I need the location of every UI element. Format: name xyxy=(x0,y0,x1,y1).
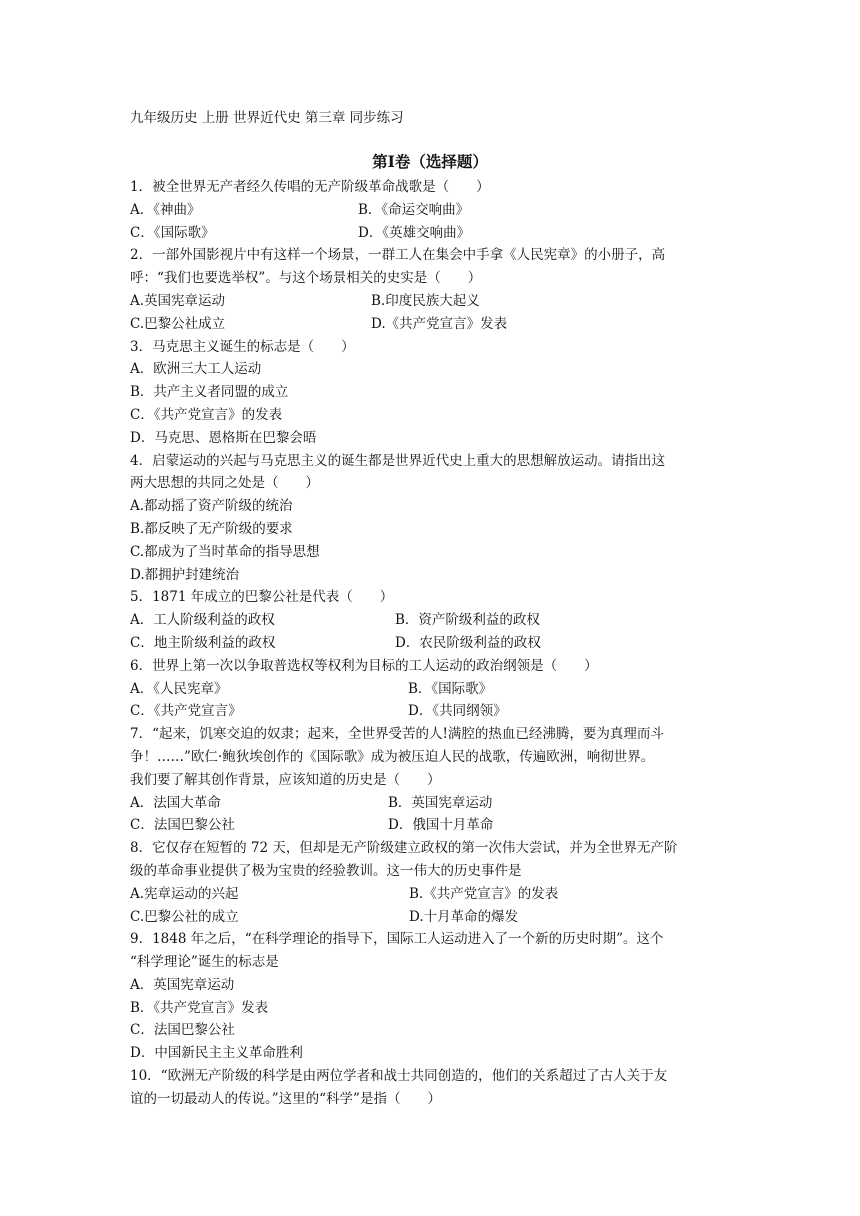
option-item: C.巴黎公社的成立 xyxy=(130,908,239,925)
question-stem: 呼：“我们也要选举权”。与这个场景相关的史实是（ ） xyxy=(130,270,482,287)
option-item: D．中国新民主主义革命胜利 xyxy=(130,1045,303,1062)
option-item: C.巴黎公社成立 xyxy=(130,315,226,332)
option-item: D．《共同纲领》 xyxy=(408,703,507,720)
option-row xyxy=(130,678,730,701)
option-item: C．《共产党宣言》的发表 xyxy=(130,406,283,423)
question-stem: 3．马克思主义诞生的标志是（ ） xyxy=(130,338,355,355)
option-item: A．欧洲三大工人运动 xyxy=(130,361,262,378)
option-item: B．英国宪章运动 xyxy=(388,794,493,811)
question-stem: 10．“欧洲无产阶级的科学是由两位学者和战士共同创造的，他们的关系超过了古人关于友 xyxy=(130,1068,668,1085)
question-stem: 两大思想的共同之处是（ ） xyxy=(130,475,319,492)
question-stem: 1．被全世界无产者经久传唱的无产阶级革命战歌是（ ） xyxy=(130,179,490,195)
option-item: C．地主阶级利益的政权 xyxy=(130,634,276,651)
option-item: A．英国宪章运动 xyxy=(130,976,235,993)
option-item: D．《英雄交响曲》 xyxy=(358,224,471,241)
option-row xyxy=(130,313,730,336)
option-item: A.都动摇了资产阶级的统治 xyxy=(130,498,293,515)
option-item: B．资产阶级利益的政权 xyxy=(395,612,540,629)
option-row xyxy=(130,290,730,313)
option-item: B．《国际歌》 xyxy=(408,680,493,697)
option-item: D.《共产党宣言》发表 xyxy=(371,315,508,332)
option-item: C．《国际歌》 xyxy=(130,224,215,241)
option-row xyxy=(130,906,730,929)
question-stem: 争！……”欧仁·鲍狄埃创作的《国际歌》成为被压迫人民的战歌，传遍欧洲，响彻世界。 xyxy=(130,748,655,765)
question-stem: “科学理论”诞生的标志是 xyxy=(130,954,279,971)
option-item: D．农民阶级利益的政权 xyxy=(395,634,541,651)
option-row xyxy=(130,814,730,837)
question-block xyxy=(130,336,730,450)
question-stem: 2．一部外国影视片中有这样一个场景，一群工人在集会中手拿《人民宪章》的小册子，高 xyxy=(130,247,666,264)
option-item: A．工人阶级利益的政权 xyxy=(130,612,275,629)
section-title: 第Ⅰ卷（选择题） xyxy=(372,152,488,171)
option-item: B．《命运交响曲》 xyxy=(358,201,470,218)
question-stem: 5．1871 年成立的巴黎公社是代表（ ） xyxy=(130,589,394,606)
option-item: A.宪章运动的兴起 xyxy=(130,885,239,902)
question-stem: 7．“起来，饥寒交迫的奴隶；起来，全世界受苦的人!满腔的热血已经沸腾，要为真理而斗 xyxy=(130,726,664,743)
option-row xyxy=(130,700,730,723)
question-stem: 6．世界上第一次以争取普选权等权利为目标的工人运动的政治纲领是（ ） xyxy=(130,657,598,674)
option-row xyxy=(130,792,730,815)
question-block xyxy=(130,176,730,244)
option-item: B.《共产党宣言》的发表 xyxy=(409,885,559,902)
option-item: B．《共产党宣言》发表 xyxy=(130,999,269,1016)
option-item: A.英国宪章运动 xyxy=(130,292,226,309)
option-item: C．法国巴黎公社 xyxy=(130,1022,235,1039)
option-row xyxy=(130,632,730,655)
option-item: A．《人民宪章》 xyxy=(130,680,228,697)
question-block xyxy=(130,723,730,837)
question-block xyxy=(130,655,730,723)
option-item: B.都反映了无产阶级的要求 xyxy=(130,520,293,537)
document-header: 九年级历史 上册 世界近代史 第三章 同步练习 xyxy=(130,110,404,126)
option-item: C．法国巴黎公社 xyxy=(130,817,235,834)
question-block xyxy=(130,928,730,1065)
option-item: C．《共产党宣言》 xyxy=(130,703,242,720)
option-item: D．俄国十月革命 xyxy=(388,817,494,834)
option-row xyxy=(130,222,730,245)
option-item: C.都成为了当时革命的指导思想 xyxy=(130,543,320,560)
option-row xyxy=(130,609,730,632)
option-item: D.都拥护封建统治 xyxy=(130,566,240,583)
question-stem: 9．1848 年之后，“在科学理论的指导下，国际工人运动进入了一个新的历史时期”。这个 xyxy=(130,931,664,948)
option-item: B.印度民族大起义 xyxy=(371,292,480,309)
question-block xyxy=(130,586,730,654)
option-item: B．共产主义者同盟的成立 xyxy=(130,384,289,401)
question-block xyxy=(130,450,730,587)
option-item: A．《神曲》 xyxy=(130,201,201,218)
option-item: D．马克思、恩格斯在巴黎会晤 xyxy=(130,429,317,446)
question-stem: 我们要了解其创作背景，应该知道的历史是（ ） xyxy=(130,771,441,788)
question-block xyxy=(130,1065,730,1111)
option-row xyxy=(130,883,730,906)
question-stem: 8．它仅存在短暂的 72 天，但却是无产阶级建立政权的第一次伟大尝试，并为全世界无产阶 xyxy=(130,840,678,857)
question-list xyxy=(130,176,730,1111)
question-stem: 谊的一切最动人的传说。”这里的“科学”是指（ ） xyxy=(130,1090,441,1107)
option-item: D.十月革命的爆发 xyxy=(409,908,519,925)
question-block xyxy=(130,244,730,335)
question-block xyxy=(130,837,730,928)
option-row xyxy=(130,199,730,222)
question-stem: 4．启蒙运动的兴起与马克思主义的诞生都是世界近代史上重大的思想解放运动。请指出这 xyxy=(130,452,666,469)
question-stem: 级的革命事业提供了极为宝贵的经验教训。这一伟大的历史事件是 xyxy=(130,862,522,879)
option-item: A．法国大革命 xyxy=(130,794,221,811)
